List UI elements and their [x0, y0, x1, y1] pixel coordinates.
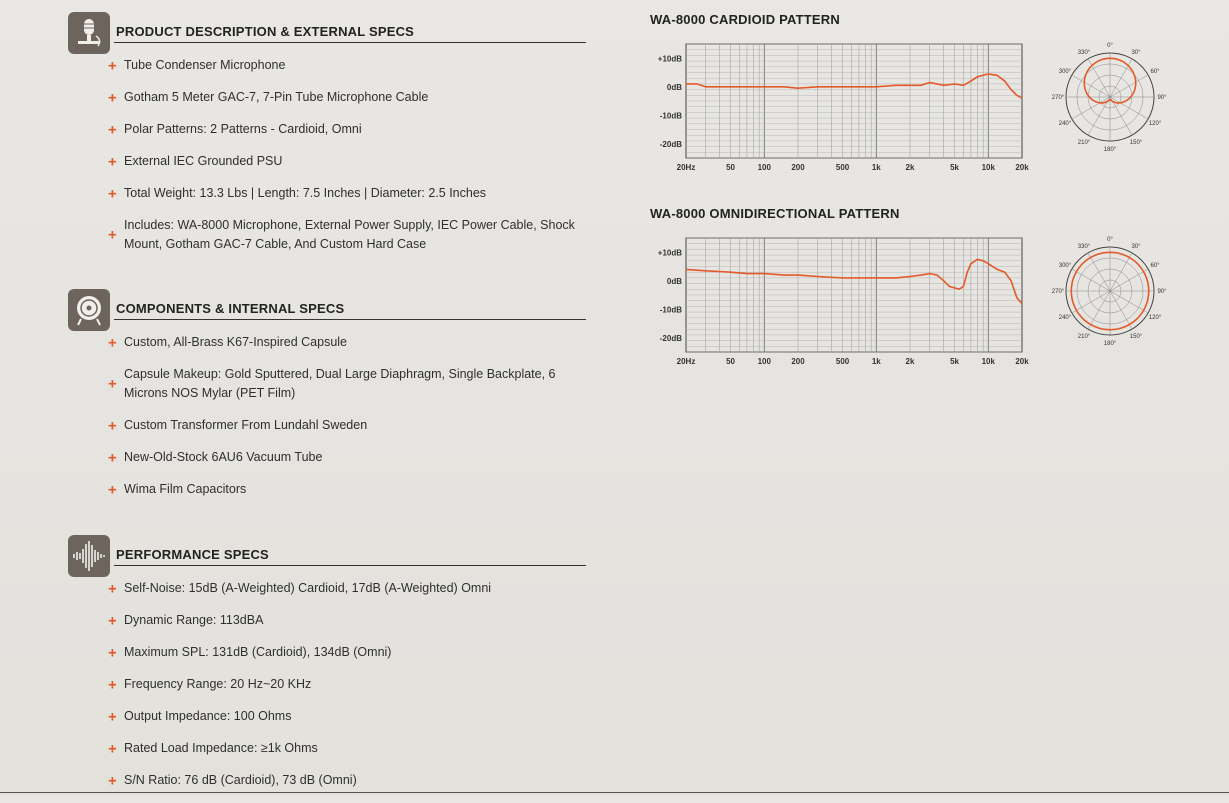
- x-tick-label: 1k: [871, 357, 881, 366]
- list-item: + S/N Ratio: 76 dB (Cardioid), 73 dB (Omni): [108, 772, 357, 789]
- polar-angle-label: 210°: [1077, 140, 1091, 147]
- plus-icon: +: [108, 57, 117, 74]
- x-tick-label: 10k: [981, 357, 995, 366]
- plus-icon: +: [108, 740, 117, 757]
- y-tick-label: -10dB: [659, 111, 682, 121]
- polar-spoke: [1072, 75, 1110, 97]
- section-title: COMPONENTS & INTERNAL SPECS: [116, 301, 345, 316]
- list-item: + Custom Transformer From Lundahl Sweden: [108, 417, 368, 434]
- plus-icon: +: [108, 375, 117, 393]
- polar-angle-label: 150°: [1129, 334, 1143, 341]
- polar-angle-label: 270°: [1051, 95, 1065, 101]
- x-tick-label: 200: [791, 163, 805, 172]
- x-tick-label: 2k: [905, 357, 915, 366]
- section-header: [68, 12, 588, 56]
- x-tick-label: 5k: [950, 163, 960, 172]
- x-tick-label: 20k: [1015, 357, 1029, 366]
- waveform-icon: [68, 535, 110, 577]
- polar-angle-label: 0°: [1107, 43, 1113, 49]
- plus-icon: +: [108, 153, 117, 170]
- polar-angle-label: 180°: [1103, 147, 1117, 153]
- x-tick-label: 20k: [1015, 163, 1029, 172]
- x-tick-label: 2k: [905, 163, 915, 172]
- plus-icon: +: [108, 89, 117, 106]
- section-header: [68, 535, 588, 579]
- polar-pattern-chart: [1040, 34, 1180, 164]
- polar-angle-label: 300°: [1058, 263, 1072, 269]
- x-tick-label: 10k: [981, 163, 995, 172]
- list-item: + Frequency Range: 20 Hz~20 KHz: [108, 676, 312, 693]
- bottom-divider: [0, 792, 1229, 793]
- plus-icon: +: [108, 334, 117, 351]
- list-item: + Includes: WA-8000 Microphone, External Power Supply, IEC Power Cable, Shock Mount, Gotham GAC-7 Cable, And Custom Hard Case: [108, 218, 575, 251]
- plus-icon: +: [108, 449, 117, 466]
- plus-icon: +: [108, 185, 117, 202]
- frequency-response-chart: [650, 36, 1040, 178]
- cardioid-chart-block: [650, 12, 1190, 182]
- polar-spoke: [1088, 291, 1110, 329]
- polar-spoke: [1110, 75, 1148, 97]
- x-tick-label: 100: [757, 357, 771, 366]
- section-title: PERFORMANCE SPECS: [116, 547, 269, 562]
- chart-title: WA-8000 OMNIDIRECTIONAL PATTERN: [650, 206, 900, 221]
- plus-icon: +: [108, 121, 117, 138]
- section-header: [68, 289, 588, 333]
- plus-icon: +: [108, 417, 117, 434]
- x-tick-label: 500: [835, 163, 850, 172]
- polar-angle-label: 90°: [1157, 95, 1167, 101]
- polar-spoke: [1072, 291, 1110, 313]
- microphone-icon: [68, 12, 110, 54]
- polar-angle-label: 330°: [1077, 49, 1091, 56]
- y-tick-label: -10dB: [659, 305, 682, 315]
- section-title: PRODUCT DESCRIPTION & EXTERNAL SPECS: [116, 24, 415, 39]
- section-performance-specs: [68, 535, 588, 803]
- x-tick-label: 5k: [950, 357, 960, 366]
- response-curve: [686, 74, 1022, 98]
- polar-spoke: [1088, 59, 1110, 97]
- list-item: + External IEC Grounded PSU: [108, 153, 283, 170]
- list-item: + Gotham 5 Meter GAC-7, 7-Pin Tube Microphone Cable: [108, 89, 429, 106]
- plus-icon: +: [108, 612, 117, 629]
- polar-angle-label: 120°: [1148, 315, 1162, 321]
- polar-angle-label: 60°: [1150, 263, 1160, 269]
- frequency-response-chart: [650, 230, 1040, 372]
- spec-list: [68, 56, 588, 254]
- list-item: + Wima Film Capacitors: [108, 481, 247, 498]
- list-item: + Polar Patterns: 2 Patterns - Cardioid, Omni: [108, 121, 362, 138]
- polar-angle-label: 180°: [1103, 341, 1117, 347]
- plus-icon: +: [108, 226, 117, 244]
- y-tick-label: 0dB: [666, 276, 682, 286]
- y-tick-label: -20dB: [659, 333, 682, 343]
- list-item: + Tube Condenser Microphone: [108, 57, 286, 74]
- list-item: + Total Weight: 13.3 Lbs | Length: 7.5 Inches | Diameter: 2.5 Inches: [108, 185, 487, 202]
- plus-icon: +: [108, 644, 117, 661]
- section-internal-specs: [68, 289, 588, 512]
- polar-spoke: [1072, 97, 1110, 119]
- y-tick-label: +10dB: [657, 54, 682, 64]
- x-tick-label: 200: [791, 357, 805, 366]
- section-external-specs: [68, 12, 588, 267]
- y-tick-label: 0dB: [666, 82, 682, 92]
- polar-spoke: [1110, 291, 1132, 329]
- response-curve: [686, 259, 1022, 303]
- x-tick-label: 1k: [871, 163, 881, 172]
- polar-spoke: [1110, 269, 1148, 291]
- section-divider: [114, 319, 586, 320]
- polar-spoke: [1072, 269, 1110, 291]
- polar-angle-label: 300°: [1058, 69, 1072, 75]
- x-tick-label: 100: [757, 163, 771, 172]
- polar-pattern-chart: [1040, 228, 1180, 358]
- capsule-icon: [68, 289, 110, 331]
- polar-angle-label: 240°: [1058, 121, 1072, 127]
- polar-angle-label: 150°: [1129, 140, 1143, 147]
- polar-angle-label: 270°: [1051, 289, 1065, 295]
- polar-angle-label: 30°: [1131, 243, 1141, 250]
- chart-title: WA-8000 CARDIOID PATTERN: [650, 12, 840, 27]
- x-tick-label: 20Hz: [676, 357, 696, 366]
- polar-spoke: [1110, 97, 1148, 119]
- section-divider: [114, 42, 586, 43]
- spec-list: [68, 333, 588, 499]
- plus-icon: +: [108, 772, 117, 789]
- polar-angle-label: 0°: [1107, 237, 1113, 243]
- list-item: + Self-Noise: 15dB (A-Weighted) Cardioid, 17dB (A-Weighted) Omni: [108, 580, 492, 597]
- polar-angle-label: 330°: [1077, 243, 1091, 250]
- section-divider: [114, 565, 586, 566]
- polar-spoke: [1110, 253, 1132, 291]
- polar-spoke: [1088, 253, 1110, 291]
- plus-icon: +: [108, 676, 117, 693]
- polar-angle-label: 60°: [1150, 69, 1160, 75]
- list-item: + Maximum SPL: 131dB (Cardioid), 134dB (Omni): [108, 644, 392, 661]
- polar-angle-label: 90°: [1157, 289, 1167, 295]
- x-tick-label: 50: [726, 357, 736, 366]
- polar-angle-label: 240°: [1058, 315, 1072, 321]
- plus-icon: +: [108, 580, 117, 597]
- spec-list: [68, 579, 588, 790]
- x-tick-label: 50: [726, 163, 736, 172]
- y-tick-label: +10dB: [657, 248, 682, 258]
- plus-icon: +: [108, 708, 117, 725]
- omni-chart-block: [650, 206, 1190, 376]
- polar-spoke: [1110, 59, 1132, 97]
- list-item: + Custom, All-Brass K67-Inspired Capsule: [108, 334, 348, 351]
- polar-angle-label: 210°: [1077, 334, 1091, 341]
- list-item: + New-Old-Stock 6AU6 Vacuum Tube: [108, 449, 323, 466]
- x-tick-label: 500: [835, 357, 850, 366]
- x-tick-label: 20Hz: [676, 163, 696, 172]
- list-item: + Rated Load Impedance: ≥1k Ohms: [108, 740, 318, 757]
- polar-angle-label: 120°: [1148, 121, 1162, 127]
- list-item: + Output Impedance: 100 Ohms: [108, 708, 292, 725]
- polar-spoke: [1110, 291, 1148, 313]
- y-tick-label: -20dB: [659, 139, 682, 149]
- polar-angle-label: 30°: [1131, 49, 1141, 56]
- list-item: + Dynamic Range: 113dBA: [108, 612, 264, 629]
- list-item: + Capsule Makeup: Gold Sputtered, Dual Large Diaphragm, Single Backplate, 6 Microns NOS Mylar (PET Film): [108, 367, 556, 400]
- plus-icon: +: [108, 481, 117, 498]
